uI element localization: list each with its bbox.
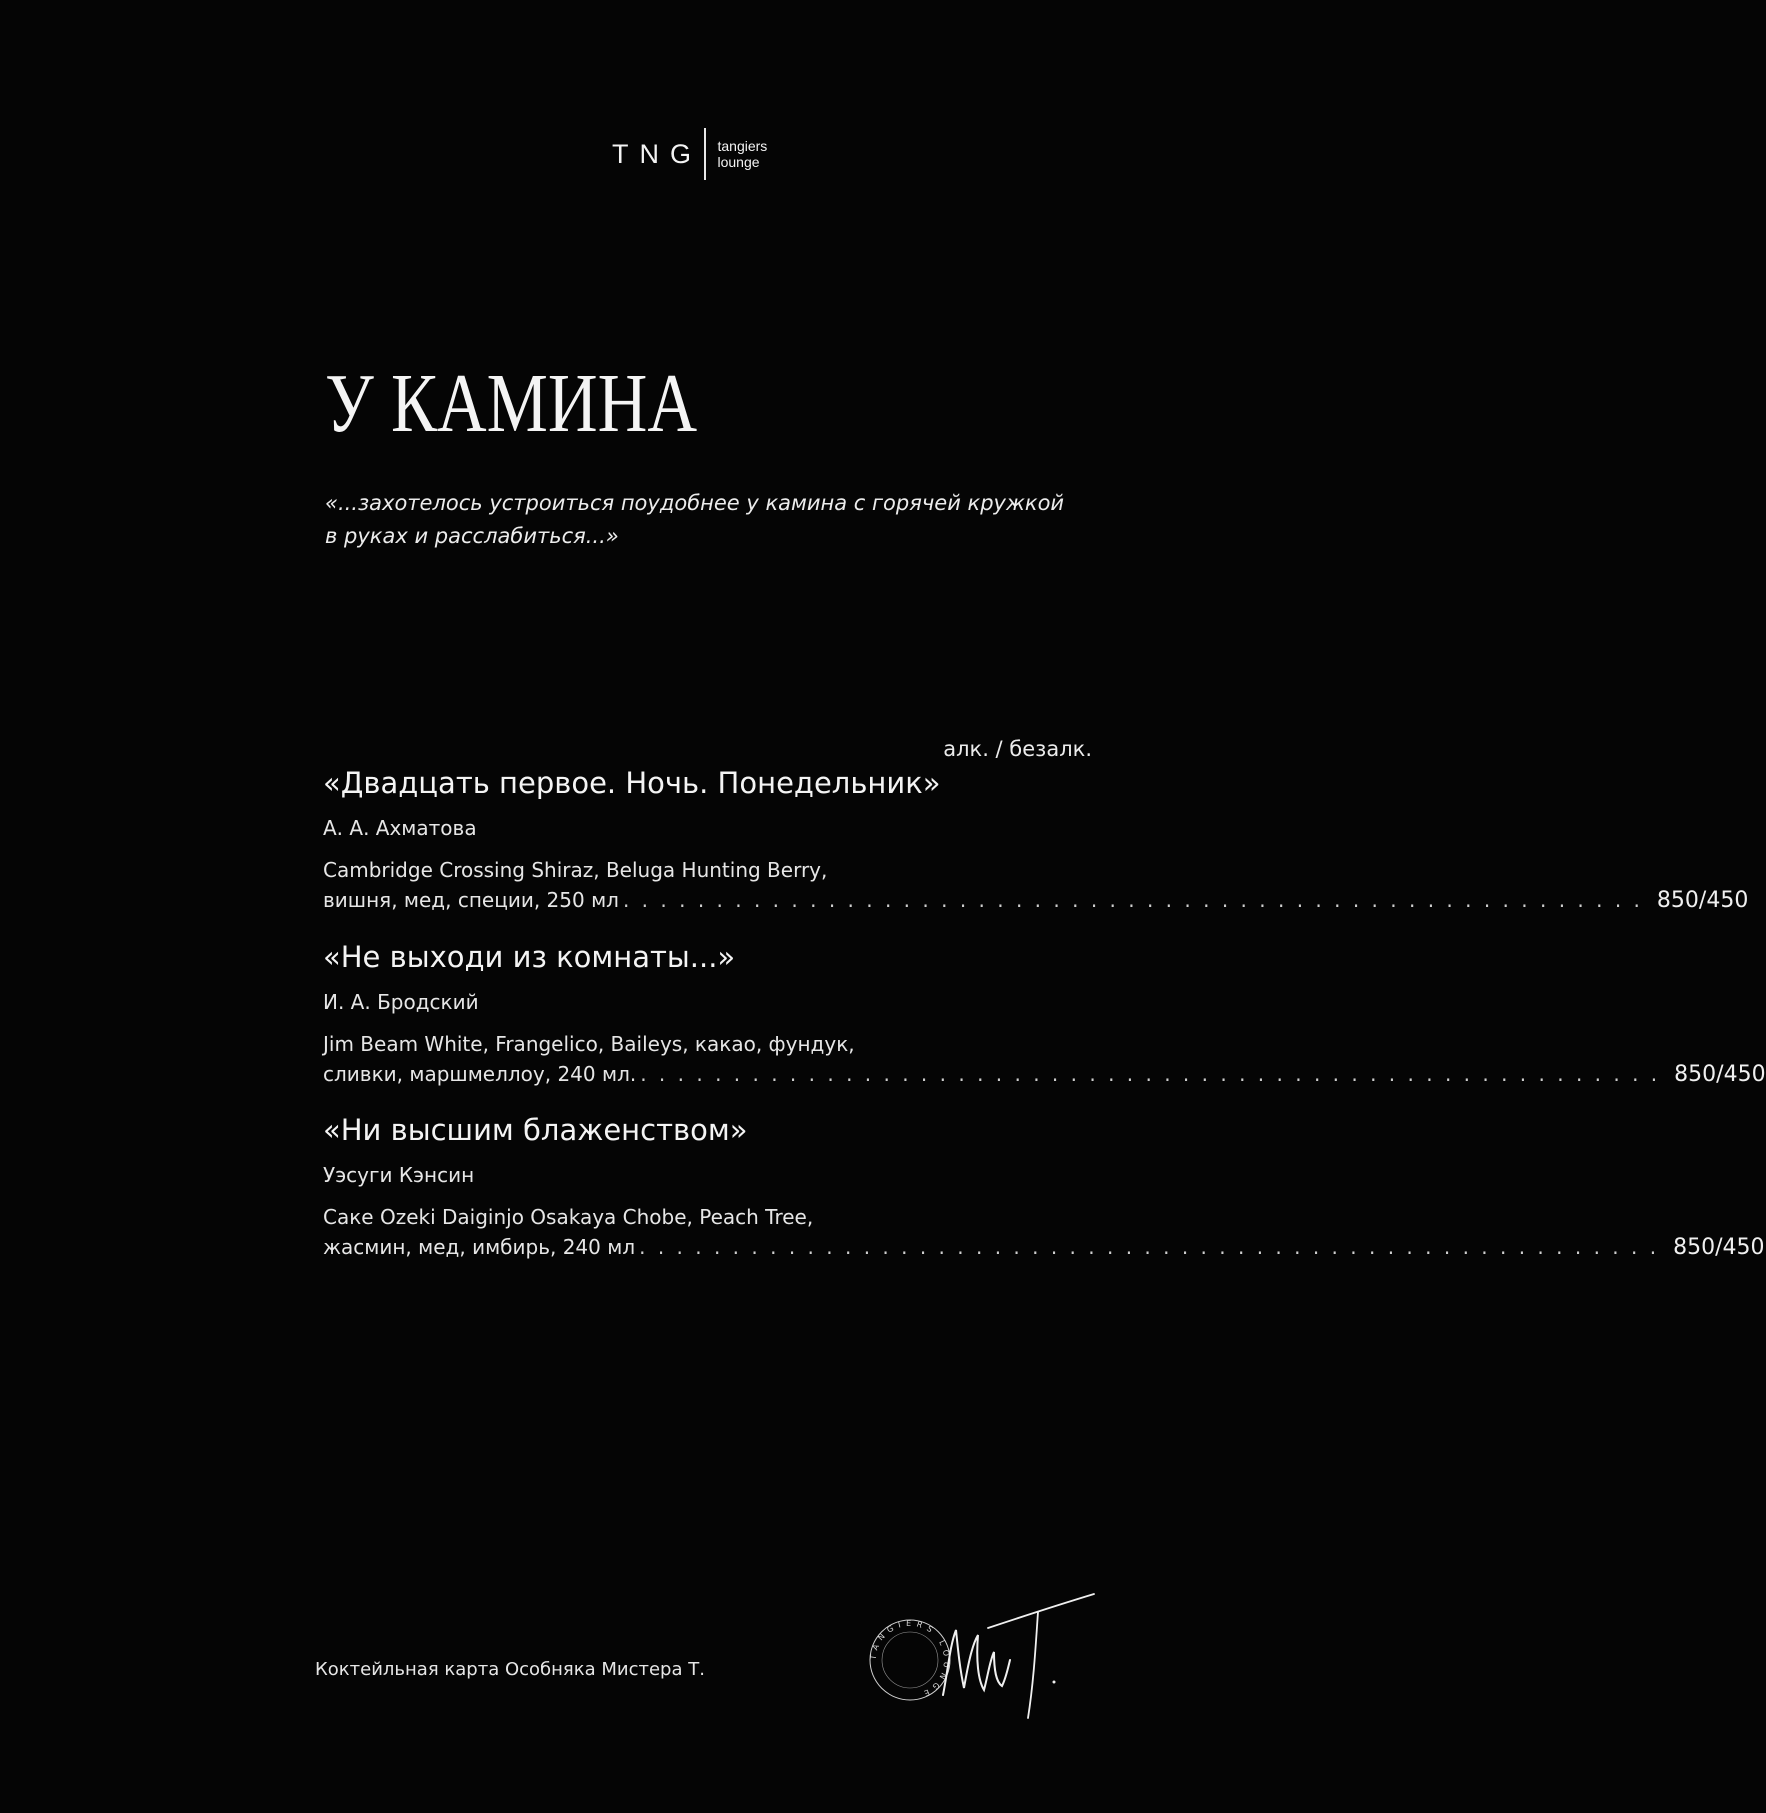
logo-line-2: lounge [717,154,760,170]
dot-leader: . . . . . . . . . . . . . . . . . . . . . . . . . . . . . . . . . . . . . . . . . . . . . . . . . . . . . . . [640,1062,1661,1086]
epigraph-quote [325,487,1085,553]
seal-circle-inner [882,1632,938,1688]
page-title: У КАМИНА [325,357,698,450]
menu-item [323,765,1749,916]
item-author: А. А. Ахматова [323,816,477,840]
logo-wordmark [718,138,768,170]
item-description [323,1029,1766,1090]
logo-mark: TNG [612,138,702,169]
signature-stroke-2 [988,1594,1094,1628]
quote-line-2: в руках и расслабиться...» [325,524,619,548]
menu-item [323,939,1766,1090]
price-column-header: алк. / безалк. [943,737,1092,761]
item-price: 850/450 [1673,1235,1765,1260]
quote-line-1: «...захотелось устроиться поудобнее у камина с горячей кружкой [325,491,1065,515]
item-name: «Двадцать первое. Ночь. Понедельник» [323,766,941,800]
signature-stroke-3 [1028,1612,1038,1718]
signature-stroke-1 [943,1630,1010,1695]
signature-seal-graphic [868,1590,1108,1730]
item-description-line-1: Jim Beam White, Frangelico, Baileys, какао, фундук, [323,1032,855,1056]
dot-leader: . . . . . . . . . . . . . . . . . . . . . . . . . . . . . . . . . . . . . . . . . . . . . . . . . . . . . . . [639,1235,1660,1259]
signature-dot [1053,1681,1056,1684]
item-name: «Не выходи из комнаты...» [323,940,736,974]
seal-text: TANGIERS LOUNGE [868,1618,952,1700]
menu-item [323,1112,1765,1263]
logo-line-1: tangiers [717,138,768,154]
logo-divider [704,128,706,180]
item-description [323,855,1749,916]
item-name: «Ни высшим блаженством» [323,1113,748,1147]
item-description [323,1202,1765,1263]
item-price: 850/450 [1656,888,1749,913]
item-description-line-1: Cambridge Crossing Shiraz, Beluga Hunting Berry, [323,858,828,882]
item-price: 850/450 [1674,1062,1766,1087]
item-description-line-2: вишня, мед, специи, 250 мл [323,888,619,912]
item-description-line-1: Саке Ozeki Daiginjo Osakaya Chobe, Peach Tree, [323,1205,814,1229]
item-description-line-2: жасмин, мед, имбирь, 240 мл [323,1235,636,1259]
footer-caption: Коктейльная карта Особняка Мистера Т. [315,1659,705,1680]
dot-leader: . . . . . . . . . . . . . . . . . . . . . . . . . . . . . . . . . . . . . . . . . . . . . . . . . . . . . . . [622,888,1643,912]
brand-logo [612,128,767,180]
item-author: И. А. Бродский [323,990,479,1014]
item-description-line-2: сливки, маршмеллоу, 240 мл. [323,1062,637,1086]
item-author: Уэсуги Кэнсин [323,1163,475,1187]
